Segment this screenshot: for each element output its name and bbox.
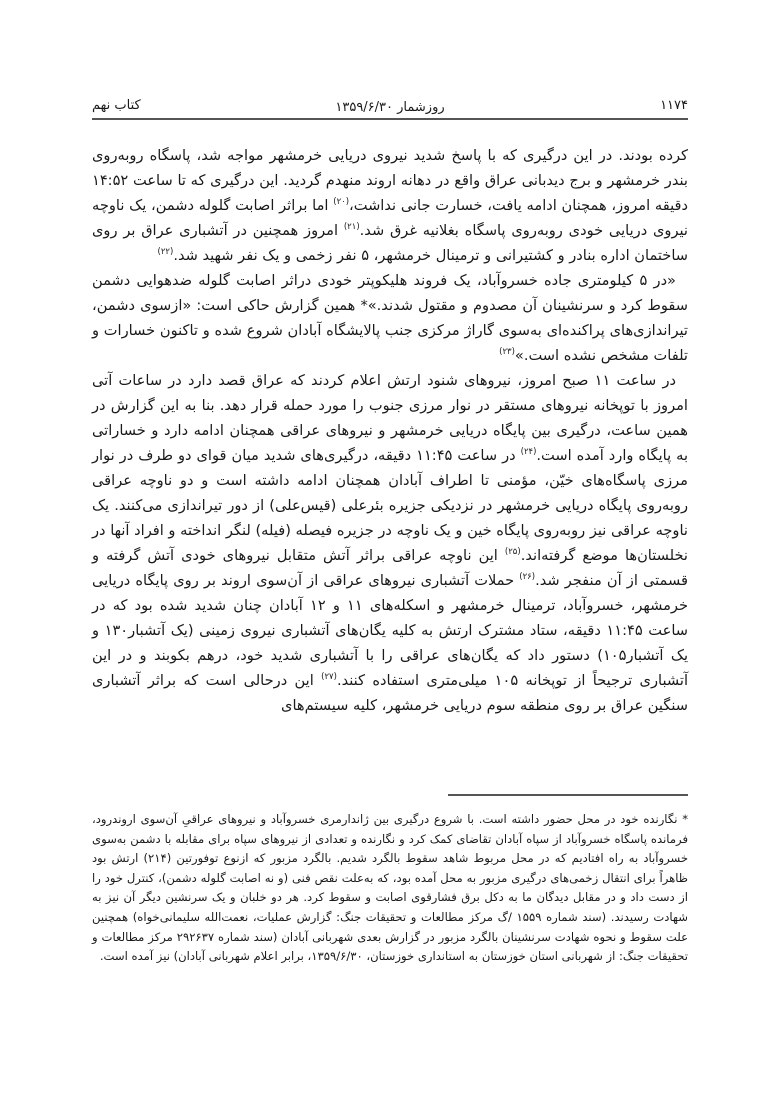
footnote-star: * نگارنده خود در محل حضور داشته است. با شروع درگیری بین ژاندارمری خسروآباد و نیروهای عراقیِ آن‌سوی اروندرود، فرمانده پاسگاه خسروآباد از سپاه آبادان تقاضای کمک کرد و نگارنده و تعدادی از نیروهای سپاه برای مقابله با دشمن به‌سوی خسروآباد به راه افتادیم که در محل مربوط شاهد سقوط بالگرد شدیم. بالگرد مزبور که ازنوع توفورتین (۲۱۴) ارتش بود ظاهراً برای انتقال زخمی‌های درگیری مزبور به محل آمده بود، که به‌علت نقص فنی (و نه اصابت گلوله دشمن)، کنترل خود را از دست داد و در مقابل دیدگان ما به دکل برق فشارقوی اصابت و سقوط کرد. هر دو خلبان و یک سرنشین دیگر آن نیز به شهادت رسیدند. (سند شماره ۱۵۵۹ /گ مرکز مطالعات و تحقیقات جنگ: گزارش عملیات، نعمت‌الله سلیمانی‌خواه) همچنین علت سقوط و نحوه شهادت سرنشینان بالگرد مزبور در گزارش بعدی شهربانی آبادان (سند شماره ۲۹۲۶۳۷ مرکز مطالعات و تحقیقات جنگ: از شهربانی استان خوزستان به استانداری خوزستان، ۱۳۵۹/۶/۳۰، برابر اعلام شهربانی آبادان) نیز آمده است. (92, 812, 688, 964)
text-run: این درحالی است که براثر آتشباری سنگین عراق بر روی منطقه سوم دریایی خرمشهر، کلیه سیستم‌های (92, 672, 688, 714)
text-run: «در ۵ کیلومتری جاده خسروآباد، یک فروند هلیکوپتر خودی دراثر اصابت گلوله ضدهوایی دشمن سقوط کرد و سرنشینان آن مصدوم و مقتول شدند.»* همین گزارش حاکی است: «ازسوی دشمن، تیراندازی‌های پراکنده‌ای به‌سوی گاراژ مرکزی جنب پالایشگاه آبادان شروع شده و تاکنون خسارات و تلفات مشخص نشده است.» (92, 272, 688, 364)
text-run: اما براثر اصابت گلوله دشمن، یک ناوچه نیروی دریایی خودی روبه‌روی پاسگاه بغلانیه غرق شد. (92, 197, 688, 239)
paragraph (92, 268, 688, 368)
text-run: امروز همچنین در آتشباری عراق بر روی ساختمان اداره بنادر و کشتیرانی و ترمینال خرمشهر، ۵ نفر زخمی و یک نفر شهید شد. (92, 222, 688, 264)
page-number: ۱۱۷۴ (656, 98, 688, 113)
text-run: حملات آتشباری نیروهای عراقی از آن‌سوی اروند بر روی پایگاه دریایی خرمشهر، خسروآباد، ترمینال خرمشهر و اسکله‌های ۱۱ و ۱۲ آبادان چنان شدید شده بود که در ساعت ۱۱:۴۵ دقیقه، ستاد مشترک ارتش به کلیه یگان‌های آتشباری نیروی زمینی (یک آتشبار۱۳۰ و یک آتشبار۱۰۵) دستور داد که یگان‌های عراقی را با آتشباری شدید خود، درهم بکوبند و در این آتشباری ترجیحاً از توپخانه ۱۰۵ میلی‌متری استفاده کنند. (92, 572, 689, 689)
footnote-ref[interactable]: (۲۰) (333, 197, 350, 208)
text-run: این ناوچه عراقی براثر آتش متقابل نیروهای خودی آتش گرفته و قسمتی از آن منفجر شد. (92, 547, 688, 589)
footnote-separator (448, 794, 688, 796)
footnote-ref[interactable]: (۲۱) (343, 222, 360, 233)
footnote-ref[interactable]: (۲۷) (321, 672, 337, 683)
footnote-ref[interactable]: (۲۴) (520, 447, 537, 458)
footnotes (92, 810, 688, 967)
book-title: کتاب نهم (92, 98, 145, 113)
running-header (92, 98, 688, 122)
footnote-ref[interactable]: (۲۶) (519, 572, 536, 583)
header-rule (92, 118, 688, 120)
paragraph (92, 143, 688, 268)
running-title: روزشمار ۱۳۵۹/۶/۳۰ (331, 100, 448, 115)
body-text (92, 143, 688, 718)
text-run: در ساعت ۱۱ صبح امروز، نیروهای شنود ارتش اعلام کردند که عراق قصد دارد در ساعات آتی امروز با توپخانه نیروهای مستقر در نوار مرزی جنوب را مورد حمله قرار دهد. بنا به این گزارش در همین ساعت، درگیری بین پایگاه دریایی خرمشهر و نیروهای عراقی همچنان ادامه دارد و خساراتی به پایگاه وارد آمده است. (92, 372, 689, 464)
footnote-ref[interactable]: (۲۲) (157, 247, 174, 258)
footnote-ref[interactable]: (۲۵) (504, 547, 521, 558)
document-page (92, 0, 688, 1110)
footnote-ref[interactable]: (۲۳) (499, 347, 515, 358)
paragraph (92, 368, 688, 718)
text-run: در ساعت ۱۱:۴۵ دقیقه، درگیری‌های شدید میان قوای دو طرف در نوار مرزی پاسگاه‌های خیّن، مؤمنی تا اطراف آبادان همچنان ادامه داشته است و دو ناوچه عراقی روبه‌روی پایگاه دریایی خرمشهر در نزدیکی جزیره بئرعلی (قیس‌علی) از دور تیراندازی می‌کنند. یک ناوچه عراقی نیز روبه‌روی پایگاه خین و یک ناوچه در جزیره فیصله (فیله) لنگر انداخته و افراد آنها در نخلستان‌ها موضع گرفته‌اند. (92, 447, 688, 564)
text-run: کرده بودند. در این درگیری که با پاسخ شدید نیروی دریایی خرمشهر مواجه شد، پاسگاه روبه‌روی بندر خرمشهر و برج دیدبانی عراق واقع در دهانه اروند منهدم گردید. این درگیری که تا ساعت ۱۴:۵۲ دقیقه امروز، همچنان ادامه یافت، خسارت جانی نداشت، (92, 147, 688, 214)
